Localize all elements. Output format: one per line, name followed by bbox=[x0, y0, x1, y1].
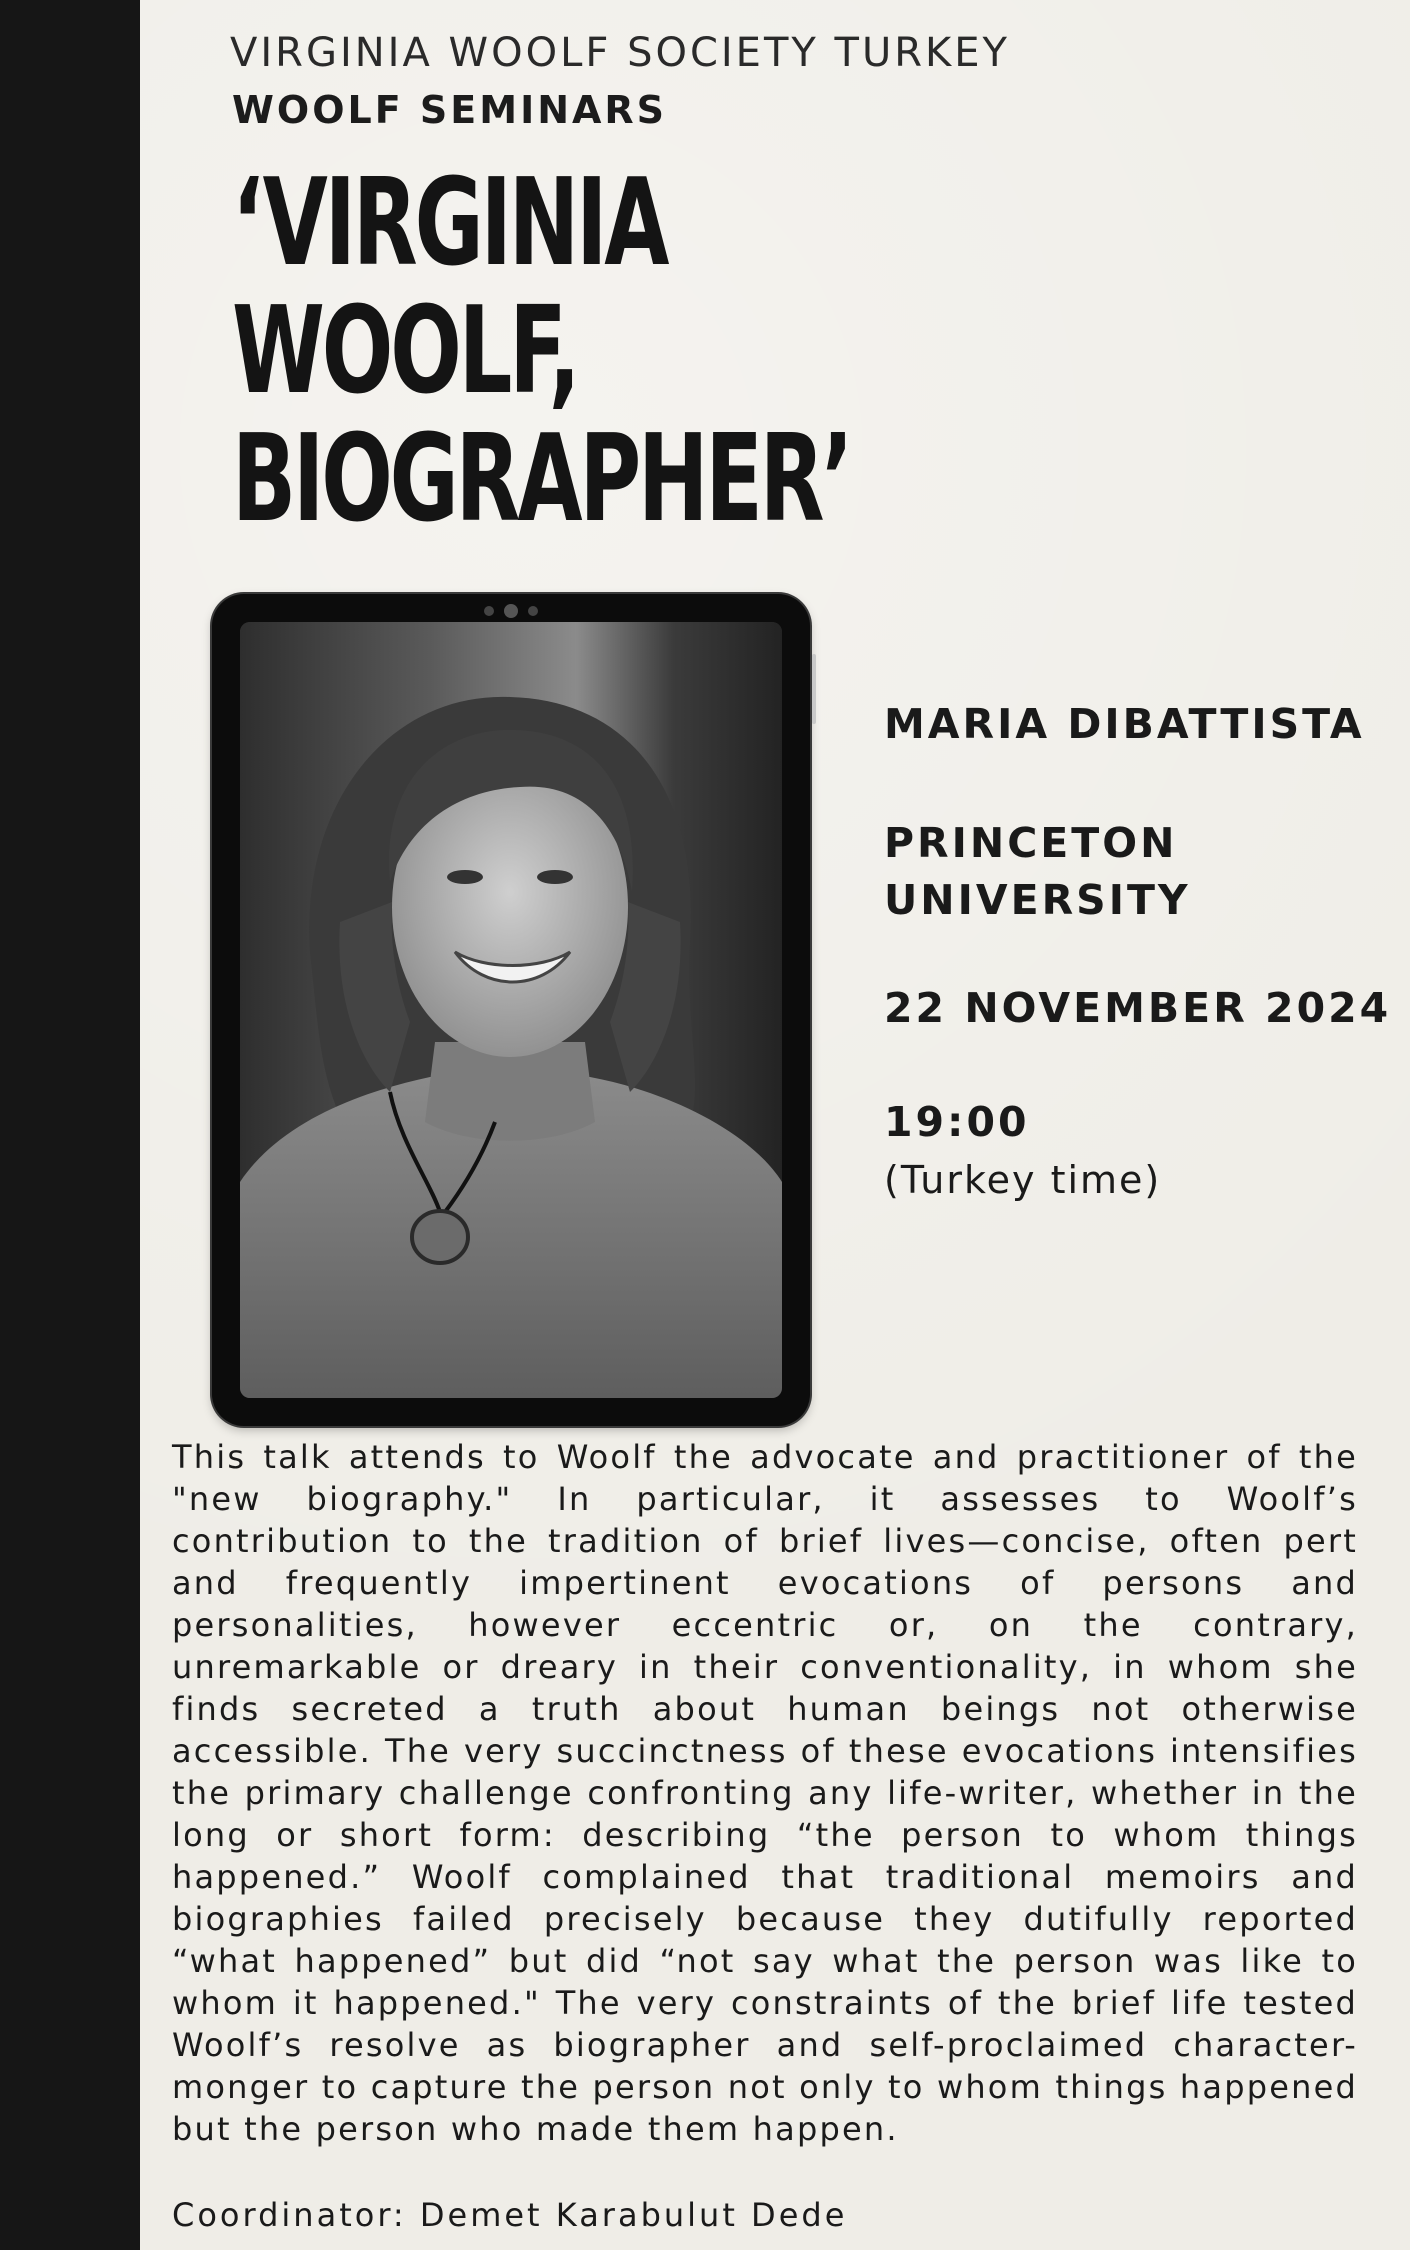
coordinator-credit: Coordinator: Demet Karabulut Dede bbox=[172, 2196, 848, 2234]
talk-abstract: This talk attends to Woolf the advocate and practitioner of the "new biography." In particular, it assesses to Woolf’s contribution to the tradition of brief lives—concise, often pert and frequently impertinent evocations of persons and personalities, however eccentric or, on the contrary, unremarkable or dreary in their conventionality, in whom she finds secreted a truth about human beings not otherwise accessible. The very succinctness of these evocations intensifies the primary challenge confronting any life-writer, whether in the long or short form: describing “the person to whom things happened.” Woolf complained that traditional memoirs and biographies failed precisely because they dutifully reported “what happened” but did “not say what the person was like to whom it happened." The very constraints of the brief life tested Woolf’s resolve as biographer and self-proclaimed character-monger to capture the person not only to whom things happened but the person who made them happen. bbox=[172, 1438, 1358, 2148]
title-line-1: ‘VIRGINIA bbox=[232, 154, 667, 293]
title-line-3: BIOGRAPHER’ bbox=[232, 410, 851, 549]
camera-icon bbox=[484, 604, 538, 618]
timezone-note: (Turkey time) bbox=[884, 1158, 1162, 1202]
portrait-photo-icon bbox=[240, 622, 782, 1398]
affiliation-line-2: UNIVERSITY bbox=[884, 876, 1191, 924]
title-line-2: WOOLF, bbox=[232, 282, 578, 421]
event-title bbox=[232, 154, 851, 549]
affiliation-line-1: PRINCETON bbox=[884, 819, 1178, 867]
tablet-frame bbox=[212, 594, 810, 1426]
left-black-bar bbox=[0, 0, 140, 2250]
series-name: WOOLF SEMINARS bbox=[232, 88, 668, 132]
speaker-name: MARIA DIBATTISTA bbox=[884, 700, 1365, 748]
event-date: 22 NOVEMBER 2024 bbox=[884, 984, 1392, 1032]
event-time: 19:00 bbox=[884, 1098, 1030, 1146]
organization-name: VIRGINIA WOOLF SOCIETY TURKEY bbox=[230, 30, 1010, 76]
speaker-photo bbox=[240, 622, 782, 1398]
speaker-affiliation bbox=[884, 815, 1191, 929]
tablet-side-button bbox=[812, 654, 816, 724]
